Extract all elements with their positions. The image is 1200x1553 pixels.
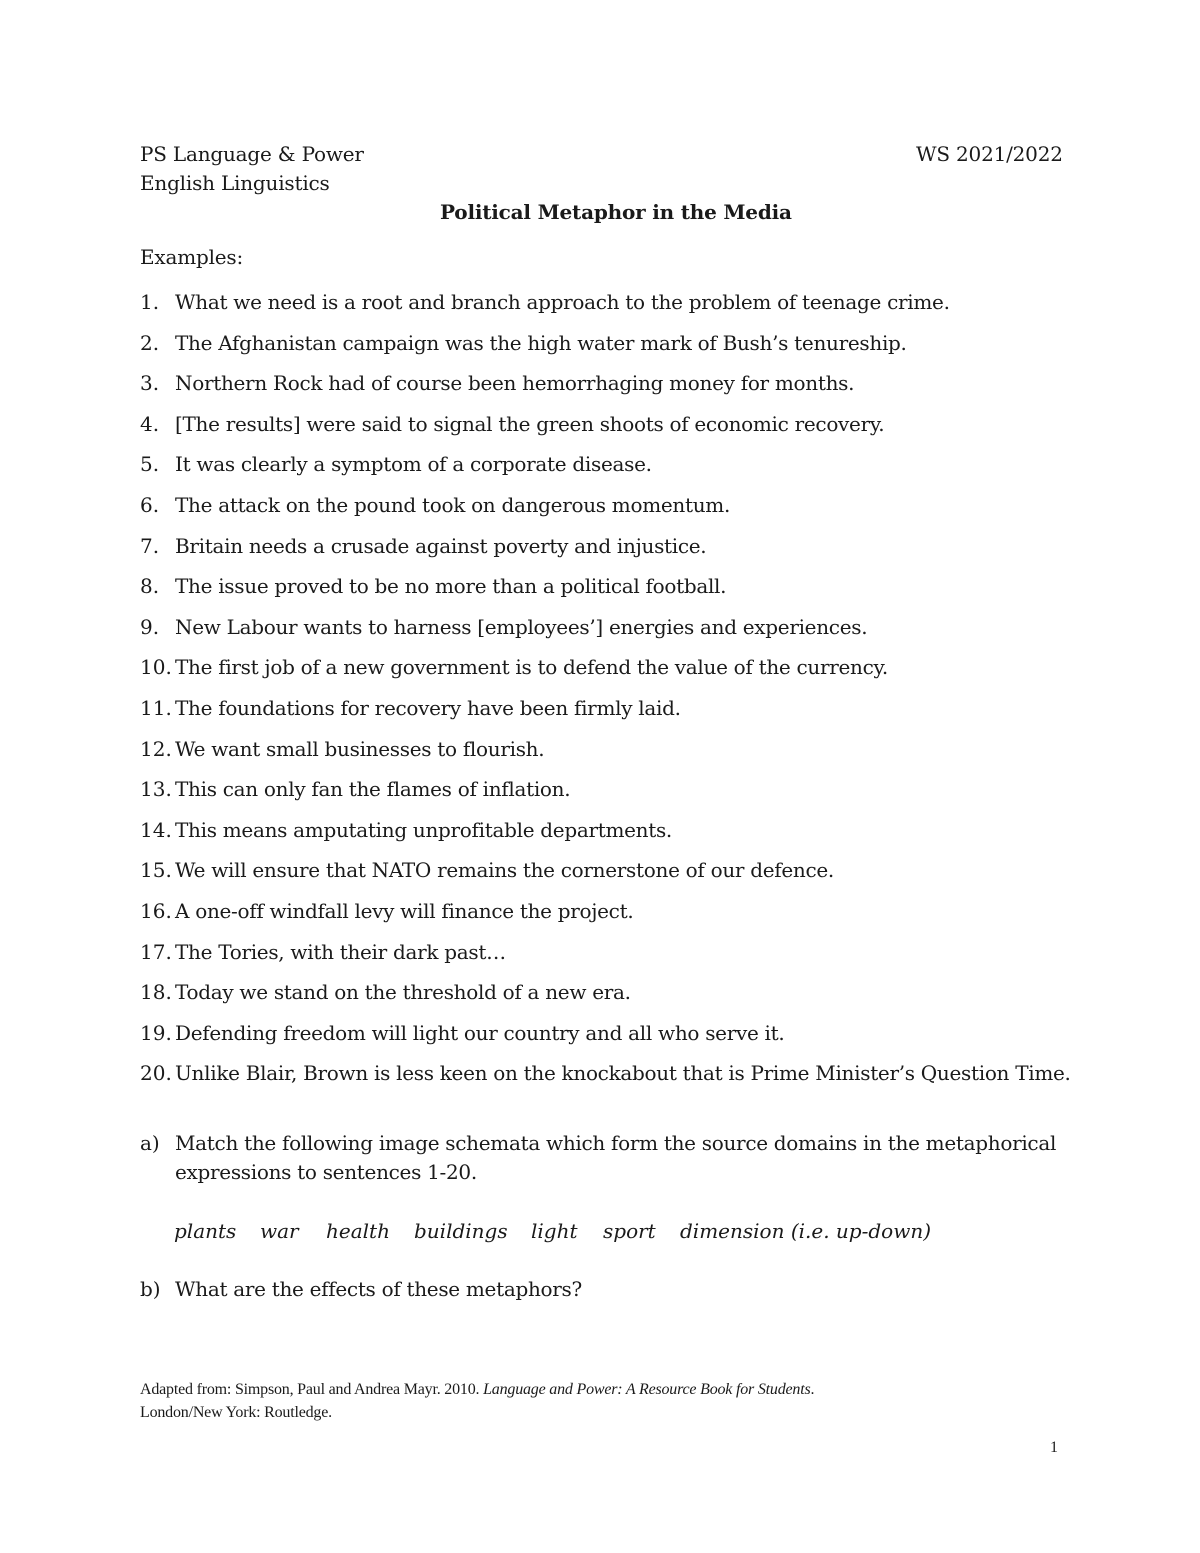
task-a-label: a): [140, 1131, 160, 1155]
example-text: The attack on the pound took on dangerous momentum.: [175, 493, 731, 517]
example-text: New Labour wants to harness [employees’] energies and experiences.: [175, 615, 868, 639]
example-text: What we need is a root and branch approach to the problem of teenage crime.: [175, 290, 950, 314]
example-number: 4.: [140, 412, 160, 436]
example-text: A one-off windfall levy will finance the project.: [175, 899, 634, 923]
course-name: PS Language & Power: [140, 142, 364, 166]
domain-buildings: buildings: [414, 1219, 508, 1243]
source-citation: [140, 1380, 814, 1400]
example-text: The foundations for recovery have been firmly laid.: [175, 696, 681, 720]
example-text: This can only fan the flames of inflation.: [175, 777, 571, 801]
example-number: 19.: [140, 1021, 172, 1045]
example-text: Today we stand on the threshold of a new era.: [175, 980, 631, 1004]
source-book-title: Language and Power: A Resource Book for Students: [483, 1381, 811, 1398]
example-number: 13.: [140, 777, 172, 801]
example-number: 8.: [140, 574, 160, 598]
domain-dimension: dimension (i.e. up-down): [680, 1219, 932, 1243]
task-a-line1: Match the following image schemata which form the source domains in the metaphorical: [175, 1131, 1057, 1155]
example-text: It was clearly a symptom of a corporate disease.: [175, 452, 652, 476]
domain-plants: plants: [174, 1219, 237, 1243]
example-text: Unlike Blair, Brown is less keen on the knockabout that is Prime Minister’s Question Time.: [175, 1061, 1071, 1085]
page-title: Political Metaphor in the Media: [440, 200, 792, 224]
example-text: The issue proved to be no more than a political football.: [175, 574, 727, 598]
example-number: 20.: [140, 1061, 172, 1085]
example-number: 16.: [140, 899, 172, 923]
example-number: 11.: [140, 696, 172, 720]
department-name: English Linguistics: [140, 171, 330, 195]
example-number: 9.: [140, 615, 160, 639]
domain-light: light: [531, 1219, 578, 1243]
example-number: 18.: [140, 980, 172, 1004]
example-number: 7.: [140, 534, 160, 558]
source-citation-line2: London/New York: Routledge.: [140, 1404, 332, 1421]
example-number: 2.: [140, 331, 160, 355]
example-text: The first job of a new government is to defend the value of the currency.: [175, 655, 888, 679]
example-text: Britain needs a crusade against poverty and injustice.: [175, 534, 707, 558]
example-text: Defending freedom will light our country and all who serve it.: [175, 1021, 785, 1045]
domain-sport: sport: [603, 1219, 656, 1243]
example-text: We want small businesses to flourish.: [175, 737, 545, 761]
examples-heading: Examples:: [140, 245, 244, 269]
example-text: We will ensure that NATO remains the cornerstone of our defence.: [175, 858, 834, 882]
example-text: [The results] were said to signal the green shoots of economic recovery.: [175, 412, 885, 436]
domain-war: war: [260, 1219, 299, 1243]
task-b-text: What are the effects of these metaphors?: [175, 1277, 582, 1301]
example-text: This means amputating unprofitable departments.: [175, 818, 672, 842]
example-number: 5.: [140, 452, 160, 476]
domain-health: health: [326, 1219, 390, 1243]
example-number: 10.: [140, 655, 172, 679]
example-number: 12.: [140, 737, 172, 761]
page-number: 1: [1050, 1439, 1058, 1456]
example-text: The Tories, with their dark past…: [175, 940, 506, 964]
example-number: 1.: [140, 290, 160, 314]
task-a-line2: expressions to sentences 1-20.: [175, 1160, 477, 1184]
source-prefix: Adapted from: Simpson, Paul and Andrea Mayr. 2010.: [140, 1381, 484, 1398]
example-text: Northern Rock had of course been hemorrhaging money for months.: [175, 371, 855, 395]
example-number: 17.: [140, 940, 172, 964]
example-number: 3.: [140, 371, 160, 395]
source-suffix: .: [810, 1381, 815, 1398]
semester: WS 2021/2022: [916, 142, 1063, 166]
task-b-label: b): [140, 1277, 161, 1301]
example-number: 14.: [140, 818, 172, 842]
example-number: 15.: [140, 858, 172, 882]
example-text: The Afghanistan campaign was the high water mark of Bush’s tenureship.: [175, 331, 907, 355]
example-number: 6.: [140, 493, 160, 517]
